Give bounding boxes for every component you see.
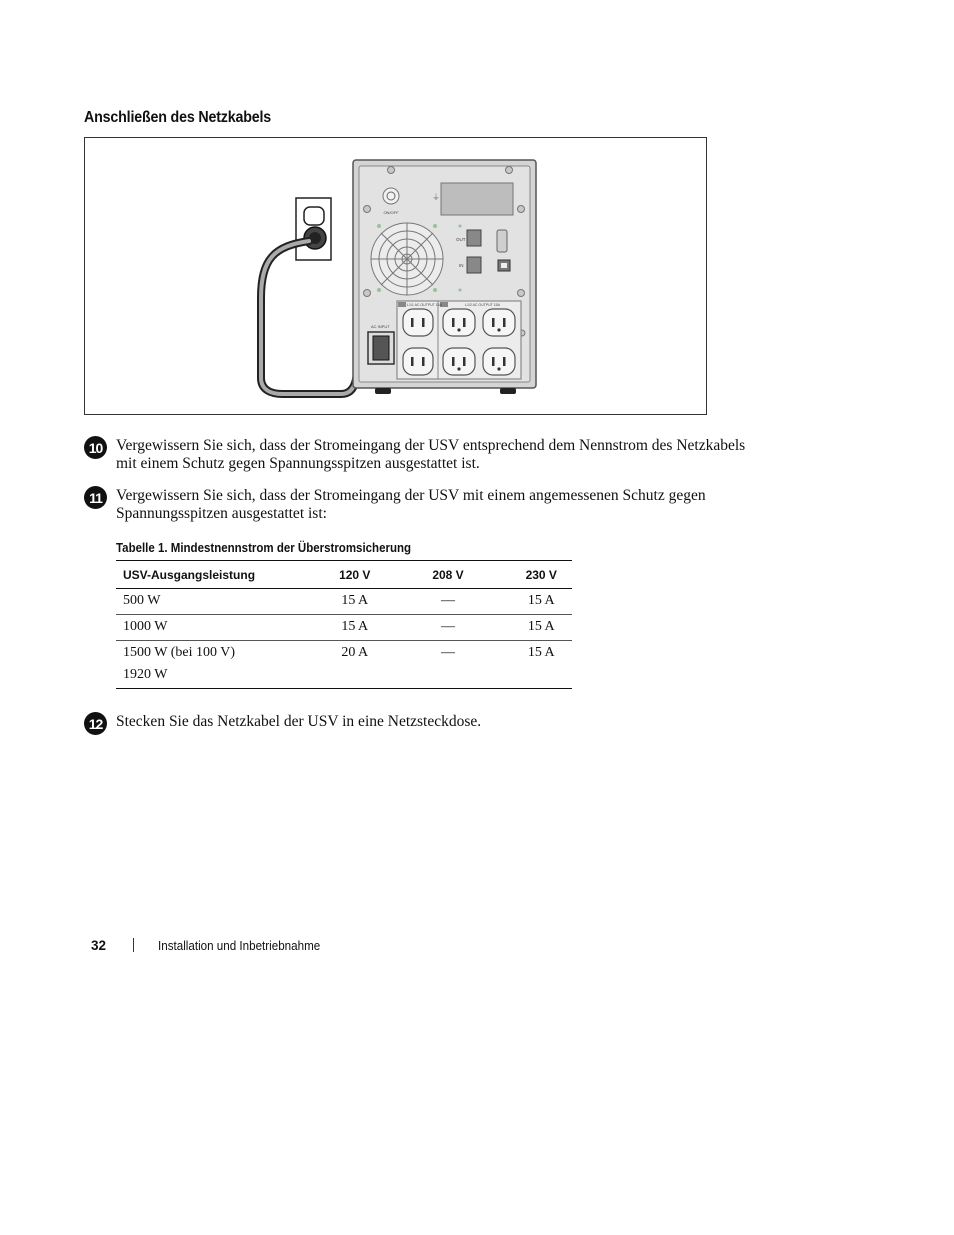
step-number-badge: 10 bbox=[84, 436, 107, 459]
svg-text:L1/2 AC OUTPUT 15A: L1/2 AC OUTPUT 15A bbox=[465, 303, 500, 307]
fan-grille-icon bbox=[371, 223, 443, 295]
svg-text:AC INPUT: AC INPUT bbox=[371, 324, 390, 329]
table-cell: 15 A bbox=[511, 615, 573, 641]
table-cell: 15 A bbox=[324, 615, 385, 641]
table-cell: — bbox=[440, 645, 455, 660]
svg-text:⏚: ⏚ bbox=[432, 193, 440, 202]
table-cell: — bbox=[385, 589, 510, 615]
ac-input-socket-icon bbox=[368, 332, 394, 364]
footer-divider bbox=[133, 938, 134, 952]
footer-chapter-title: Installation und Inbetriebnahme bbox=[158, 939, 321, 953]
table-cell: 15 A bbox=[511, 589, 573, 615]
table-cell: 20 A bbox=[341, 645, 369, 660]
table-cell: 15 A bbox=[527, 645, 555, 660]
ups-connection-illustration bbox=[85, 138, 708, 416]
figure-ups-rear-panel bbox=[84, 137, 707, 415]
svg-text:OUT: OUT bbox=[456, 237, 466, 242]
page-number: 32 bbox=[91, 938, 107, 953]
step-number-badge: 11 bbox=[84, 486, 107, 509]
table-row bbox=[116, 664, 572, 689]
table-cell: 1500 W (bei 100 V) bbox=[123, 645, 235, 660]
table-header-row bbox=[116, 561, 572, 589]
table-cell: 1000 W bbox=[116, 615, 324, 641]
wall-outlet-icon bbox=[296, 198, 331, 260]
table-cell bbox=[324, 664, 385, 689]
power-button-icon bbox=[383, 188, 399, 204]
step-text: Vergewissern Sie sich, dass der Stromeingang der USV mit einem angemessenen Schutz gegen Spannungsspitzen ausgestattet ist: bbox=[116, 487, 706, 522]
table-row bbox=[116, 615, 572, 641]
table-cell: — bbox=[385, 615, 510, 641]
svg-text:IN: IN bbox=[459, 263, 464, 268]
table-row bbox=[116, 589, 572, 615]
usb-port-icon bbox=[498, 260, 510, 271]
table-cell bbox=[511, 664, 573, 689]
overcurrent-protection-table bbox=[116, 560, 572, 689]
column-header: USV-Ausgangsleistung bbox=[116, 561, 324, 589]
table-cell: 1920 W bbox=[116, 664, 324, 689]
column-header: 120 V bbox=[324, 561, 385, 589]
section-title: Anschließen des Netzkabels bbox=[84, 109, 272, 126]
step-text: Vergewissern Sie sich, dass der Stromeingang der USV entsprechend dem Nennstrom des Netzkabels mit einem Schutz gegen Spannungsspitzen ausgestattet ist. bbox=[116, 437, 746, 472]
step-number-badge: 12 bbox=[84, 712, 107, 735]
table-cell: 15 A bbox=[324, 589, 385, 615]
column-header: 208 V bbox=[385, 561, 510, 589]
svg-text:ON/OFF: ON/OFF bbox=[383, 210, 399, 215]
step-text: Stecken Sie das Netzkabel der USV in eine Netzsteckdose. bbox=[116, 713, 482, 730]
table-cell bbox=[385, 664, 510, 689]
column-header: 230 V bbox=[511, 561, 573, 589]
table-cell: 500 W bbox=[116, 589, 324, 615]
serial-port-icon bbox=[497, 230, 507, 252]
svg-text:L1/1 AC OUTPUT 15A: L1/1 AC OUTPUT 15A bbox=[407, 303, 442, 307]
ups-rear-panel bbox=[353, 160, 536, 394]
table-row bbox=[116, 641, 572, 665]
table-caption: Tabelle 1. Mindestnennstrom der Überstromsicherung bbox=[116, 541, 412, 555]
